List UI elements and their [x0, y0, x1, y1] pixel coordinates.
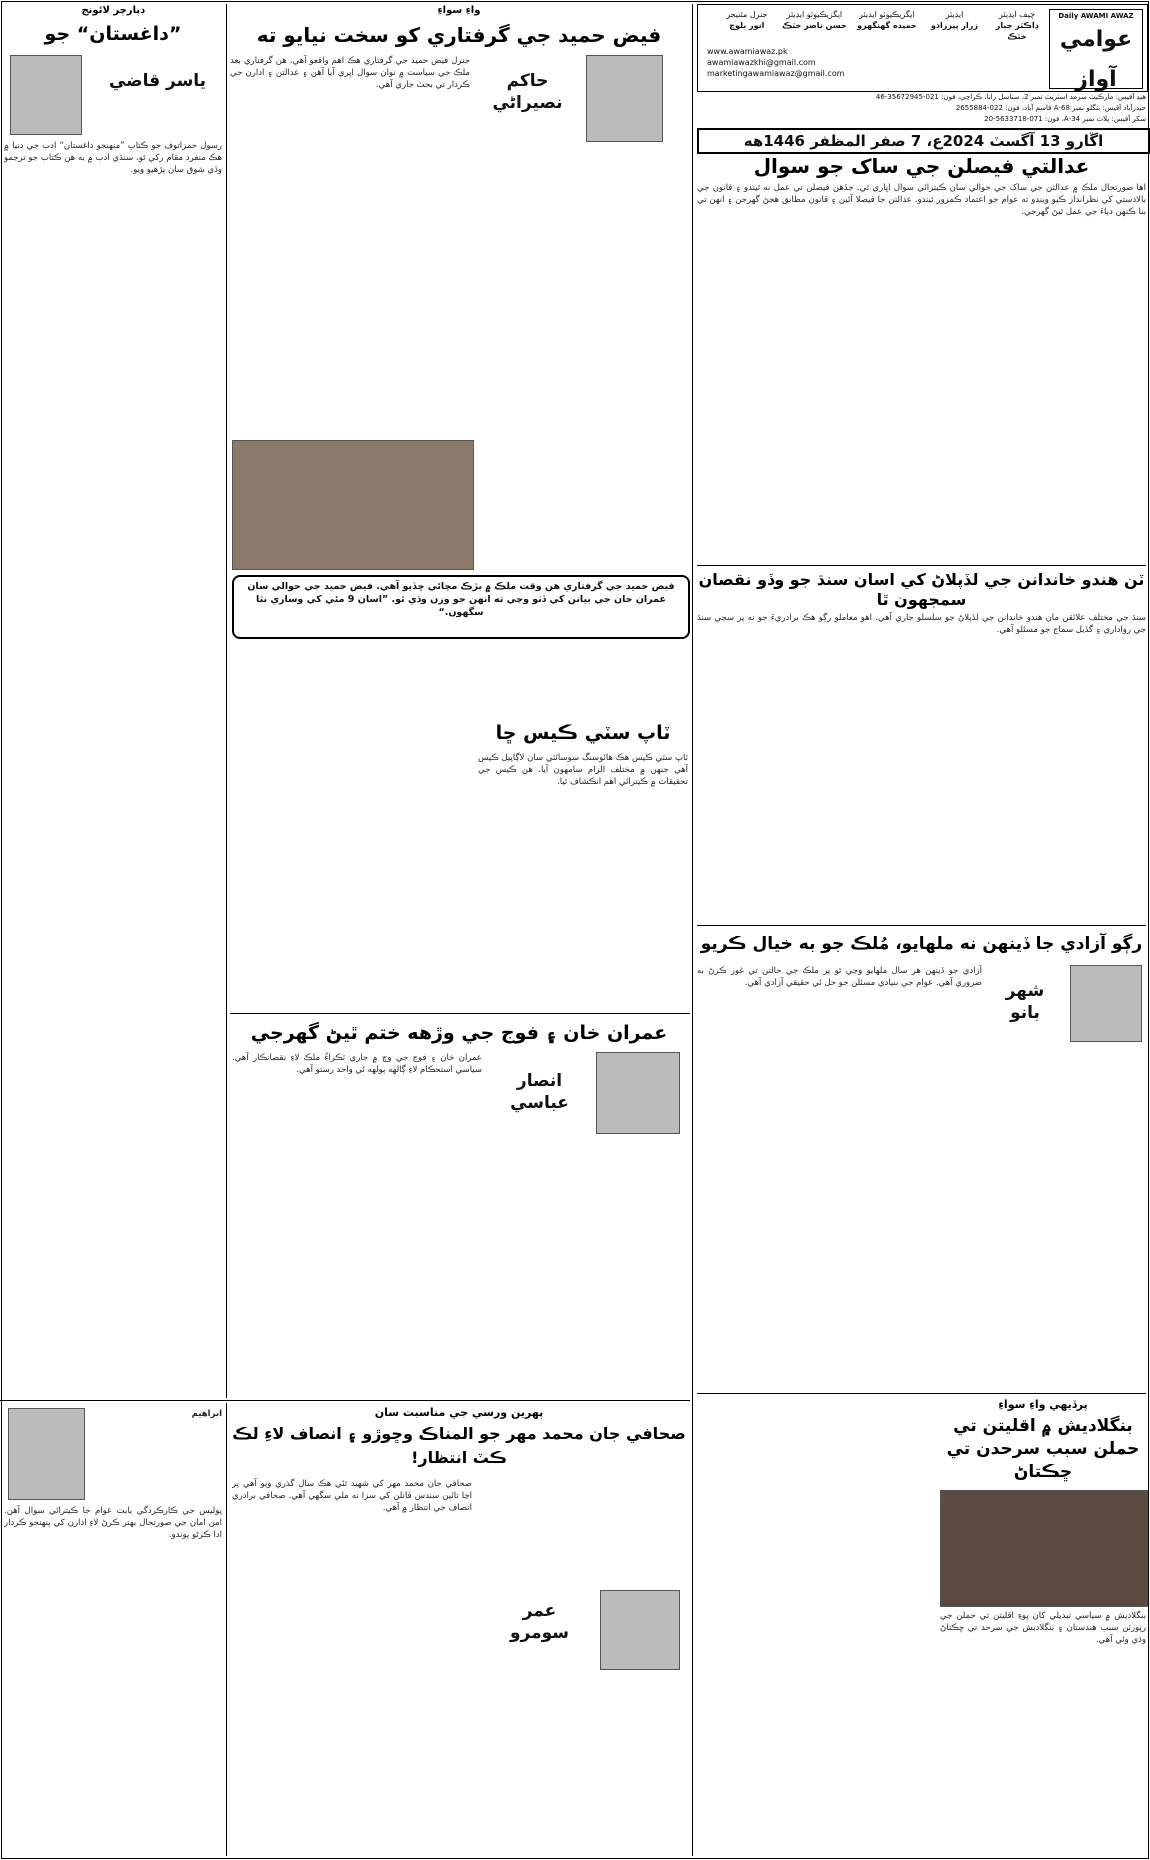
column-rule: [692, 4, 693, 1856]
email-2[interactable]: marketingawamiawaz@gmail.com: [707, 69, 845, 78]
hindu-story-text: سنڌ جي مختلف علائقن مان هندو خاندانن جي لڏپلاڻ جو سلسلو جاري آهي. اهو معاملو رڳو هڪ برادريءَ جو نه پر سڄي سنڌ جي رواداري ۽ گڏيل سماج جو مسئلو آهي.: [697, 613, 1146, 635]
daghestan-title: ”داغستان“ جو: [44, 23, 182, 45]
shahar-text: آزادي جو ڏينهن هر سال ملهايو وڃي ٿو پر ملڪ جي حالتن تي غور ڪرڻ به ضروري آهي. عوام جي بنيادي مسئلن جو حل ئي حقيقي آزادي آهي.: [697, 966, 982, 988]
faiz-body-4: [232, 640, 472, 1010]
imran-author: انصار عباسي: [510, 1071, 569, 1113]
logo: [1049, 9, 1143, 92]
shahar-author: شهر بانو: [1005, 981, 1045, 1023]
author-photo: [596, 1052, 680, 1134]
author-photo: [1070, 965, 1142, 1042]
bangladesh-title: بنگلاديش ۾ اقليتن تي حملن سبب سرحدن تي ڇڪتاڻ: [946, 1416, 1140, 1482]
shahar-body-2: [990, 1045, 1146, 1390]
faiz-body: [230, 55, 470, 435]
hindu-story-title: ٽن هندو خاندانن جي لڏپلاڻ کي اسان سنڌ جو وڏو نقصان سمجهون ٿا: [698, 570, 1145, 609]
imran-title: عمران خان ۽ فوج جي وڙهه ختم ٿيڻ گهرجي: [250, 1022, 668, 1044]
email-1[interactable]: awamiawazkhi@gmail.com: [707, 58, 816, 67]
divider: [697, 925, 1146, 926]
faiz-kicker: واءِ سواءِ: [437, 5, 481, 16]
date-bar: [697, 128, 1150, 154]
police-body-2: [4, 1505, 222, 1855]
journalist-author: عمر سومرو: [509, 1601, 570, 1643]
staff-role: جنرل مئنيجر: [726, 10, 768, 19]
daghestan-body: [4, 140, 222, 1395]
author-photo: [10, 55, 82, 135]
top-city-body: [478, 752, 688, 1010]
logo-latin: Daily AWAMI AWAZ: [1058, 12, 1134, 20]
journalist-text: صحافي جان محمد مهر کي شهيد ٿئي هڪ سال گذري ويو آهي پر اڃا تائين سندس قاتلن کي سزا نه ملي سگهي آهي. صحافي برادري انصاف جي انتظار ۾ آهي.: [232, 1479, 472, 1513]
journalist-body-2: [480, 1478, 688, 1586]
imran-text: عمران خان ۽ فوج جي وچ ۾ جاري ٽڪراءُ ملڪ لاءِ نقصانڪار آهي. سياسي استحڪام لاءِ ڳالهه ٻولهه ئي واحد رستو آهي.: [232, 1053, 482, 1075]
editorial-title: عدالتي فيصلن جي ساک جو سوال: [753, 154, 1090, 178]
bangladesh-body-2: [697, 1397, 933, 1855]
author-photo: [586, 55, 663, 142]
issue-date: اڱارو 13 آگسٽ 2024ع، 7 صفر المظفر 1446هه: [743, 132, 1104, 150]
staff-role: ايڊيٽر: [945, 10, 964, 19]
faiz-title: فيض حميد جي گرفتاري کو سخت نيايو ته: [256, 23, 662, 47]
imran-body-2: [490, 1138, 688, 1396]
divider: [697, 1393, 1146, 1394]
faiz-author: حاکم نصيراڻي: [492, 71, 563, 113]
police-author: ابراهيم: [191, 1409, 222, 1419]
staff-role: ايگزيڪيوٽو ايڊيٽر: [786, 10, 843, 19]
staff-name: حسن ناصر خٽڪ: [782, 21, 847, 30]
journalist-kicker: پهرين ورسي جي مناسبت سان: [374, 1406, 544, 1419]
editorial-text: اها صورتحال ملڪ ۾ عدالتن جي ساک جي حوالي سان ڪيترائي سوال اڀاري ٿي. جڏهن فيصلن تي عمل نه ٿيندو ۽ قانون جي بالادستي کي نظرانداز ڪيو ويندو ته عوام جو اعتماد ڪمزور ٿيندو. عدالتن جا فيصلا آئين ۽ قانون مطابق هجڻ گهرجن ۽ انهن تي بنا ڪنهن دٻاءَ جي عمل ٿيڻ گهرجي.: [697, 183, 1146, 217]
column-rule: [226, 1403, 227, 1856]
shahar-title: رڳو آزادي جا ڏينهن نه ملهايو، مُلڪ جو به خيال ڪريو: [700, 934, 1143, 954]
journalist-body: [232, 1478, 472, 1856]
contact-block: [707, 46, 1047, 79]
divider: [0, 1400, 690, 1401]
bangladesh-kicker: پرڏيهي واءِ سواءِ: [998, 1398, 1088, 1411]
journalist-body-3: [480, 1675, 688, 1855]
staff-name: زرار پيرزادو: [930, 21, 978, 30]
staff-item: [779, 9, 849, 31]
top-city-text: ٽاپ سٽي ڪيس هڪ هائوسنگ سوسائٽي سان لاڳاپيل ڪيس آهي جنهن ۾ مختلف الزام سامهون آيا. هن ڪيس جي تحقيقات ۾ ڪيترائي اهم انڪشاف ٿيا.: [478, 753, 688, 787]
address-1: هيڊ آفيس: مارڪيٽ سرمد اسٽريٽ نمبر 2، سناسل رانا، ڪراچي، فون: 021-35672945-46: [875, 93, 1146, 101]
daghestan-text: رسول حمزاتوف جو ڪتاب ”منهنجو داغستان“ ادب جي دنيا ۾ هڪ منفرد مقام رکي ٿو. سنڌي ادب ۾ به هن ڪتاب جو ترجمو وڏي شوق سان پڙهيو ويو.: [4, 141, 222, 175]
divider: [697, 565, 1146, 566]
hindu-story-body: [697, 612, 1146, 922]
staff-name: ڊاڪٽر جبار خٽڪ: [995, 21, 1039, 41]
column-rule: [226, 4, 227, 1398]
journalist-title: صحافي جان محمد مهر جو المناڪ وڇوڙو ۽ انصاف لاءِ لڪ ڪٽ انتظار!: [232, 1424, 686, 1467]
address-block: [697, 92, 1146, 126]
staff-item: [924, 9, 984, 31]
police-body: [90, 1408, 222, 1500]
bangladesh-text: بنگلاديش ۾ سياسي تبديلي کان پوءِ اقليتن تي حملن جي رپورٽن سبب هندستان ۽ بنگلاديش جي سرحد تي ڇڪتاڻ وڌي وئي آهي.: [940, 1611, 1146, 1645]
faiz-photo: [232, 440, 474, 570]
editorial-body: [697, 182, 1146, 562]
faiz-body-2: [478, 145, 688, 565]
staff-item: [852, 9, 922, 31]
faiz-quote: فيض حميد جي گرفتاري هن وقت ملڪ ۾ بڙڪ مچائي ڇڏيو آهي. فيض حميد جي حوالي سان عمران خان جي بيانن کي ڏٺو وڃي ته انهن جو وزن وڌي ٿو. ”اسان 9 مئي کي وساري نٿا سگهون.“: [247, 581, 675, 618]
faiz-text: جنرل فيض حميد جي گرفتاري هڪ اهم واقعو آهي. هن گرفتاري بعد ملڪ جي سياست ۾ نوان سوال اڀري آيا آهن ۽ عدالتن ۽ ادارن جي ڪردار تي بحث جاري آهي.: [230, 56, 470, 90]
staff-list: [707, 9, 1047, 89]
police-text: پوليس جي ڪارڪردگي بابت عوام جا ڪيترائي سوال آهن. امن امان جي صورتحال بهتر ڪرڻ لاءِ ادارن کي پنهنجو ڪردار ادا ڪرڻو پوندو.: [4, 1506, 222, 1540]
divider: [230, 1013, 690, 1014]
author-photo: [8, 1408, 85, 1500]
staff-name: حميده گهنگهرو: [857, 21, 917, 30]
daghestan-kicker: ڊپارچر لائونج: [81, 5, 145, 16]
web-link[interactable]: www.awamiawaz.pk: [707, 47, 788, 56]
imran-body: [232, 1052, 482, 1397]
address-3: سکر آفيس: پلاٽ نمبر 34-A، فون: 071-5633718-20: [984, 115, 1146, 123]
faiz-quote-box: [232, 575, 690, 639]
protest-photo: [940, 1490, 1148, 1607]
bangladesh-body: [940, 1610, 1146, 1855]
shahar-body: [697, 965, 982, 1390]
staff-role: ايگزيڪيوٽو ايڊيٽر: [859, 10, 915, 19]
logo-urdu: عوامي آواز: [1059, 27, 1133, 92]
author-photo: [600, 1590, 680, 1670]
staff-name: انور بلوچ: [729, 21, 765, 30]
staff-role: چيف ايڊيٽر: [999, 10, 1035, 19]
faiz-body-3: [478, 640, 688, 715]
daghestan-author: ياسر قاضي: [108, 71, 207, 91]
address-2: حيدرآباد آفيس: بنگلو نمبر 68-A قاسم آباد، فون: 022-2655884: [955, 104, 1146, 112]
masthead: [697, 4, 1148, 92]
top-city-title: ٽاپ سٽي ڪيس ڇا: [495, 722, 671, 744]
staff-item: [987, 9, 1047, 42]
staff-item: [717, 9, 777, 31]
